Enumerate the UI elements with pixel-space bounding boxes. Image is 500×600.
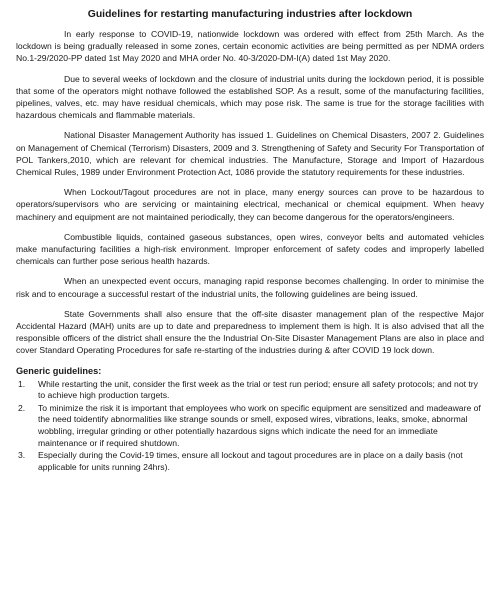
list-item [16,403,484,449]
paragraph-residual-chemicals: Due to several weeks of lockdown and the closure of industrial units during the lockdown period, it is possible that some of the operators might nothave followed the established SOP. As a result, some of the manufacturing facilities, pipelines, valves, etc. may have residual chemicals, which may pose risk. The same is true for the storage facilities with hazardous chemicals and flammable materials. [16,73,484,121]
paragraph-combustible-liquids: Combustible liquids, contained gaseous substances, open wires, conveyor belts and automated vehicles make manufacturing facilities a high-risk environment. Improper enforcement of safety codes and improperly labelled chemicals can further pose serious health hazards. [16,231,484,267]
list-item-text: While restarting the unit, consider the first week as the trial or test run period; ensure all safety protocols; and not try to achieve high production targets. [38,378,478,401]
generic-guidelines-heading: Generic guidelines: [16,365,102,376]
list-item-number: 3. [18,450,26,461]
paragraph-ndma-guidelines: National Disaster Management Authority has issued 1. Guidelines on Chemical Disasters, 2007 2. Guidelines on Management of Chemical (Terrorism) Disasters, 2009 and 3. Strengthening of Safety and Security For Transportation of POL Tankers,2010, which are relevant for chemical industries. The Manufacture, Storage and Import of Hazardous Chemical Rules, 1989 under Environment Protection Act, 1086 provide the statutory requirements for these industries. [16,130,484,178]
list-item-text: To minimize the risk it is important that employees who work on specific equipment are sensitized and madeaware of the need toidentify abnormalities like strange sounds or smell, exposed wires, vibrations, leaks, smoke, abnormal wobbling, irregular grinding or other potentially hazardous signs which indicate the need for an immediate maintenance or if required shutdown. [38,402,481,448]
paragraph-rapid-response: When an unexpected event occurs, managing rapid response becomes challenging. In order to minimise the risk and to encourage a successful restart of the industrial units, the following guidelines are being issued. [16,276,484,299]
list-item-text: Especially during the Covid-19 times, ensure all lockout and tagout procedures are in place on a daily basis (not applicable for units running 24hrs). [38,450,463,472]
list-item [16,379,484,402]
generic-guidelines-list [16,379,484,474]
list-item-number: 2. [18,402,26,413]
paragraph-lockdown-order: In early response to COVID-19, nationwide lockdown was ordered with effect from 25th March. As the lockdown is being gradually released in some zones, certain economic activities are being permitted as per NDMA orders No.1-29/2020-PP dated 1st May 2020 and MHA order No. 40-3/2020-DM-I(A) dated 1st May 2020. [16,29,484,64]
list-item [16,450,484,473]
document-title: Guidelines for restarting manufacturing industries after lockdown [87,9,413,20]
paragraph-lockout-tagout: When Lockout/Tagout procedures are not in place, many energy sources can prove to be hazardous to operators/supervisors who are servicing or maintaining electrical, mechanical or chemical equipment. When heavy machinery and equipment are not maintained periodically, they can become dangerous for the operators/engineers. [16,187,484,222]
list-item-number: 1. [18,378,26,389]
paragraph-state-governments: State Governments shall also ensure that the off-site disaster management plan of the respective Major Accidental Hazard (MAH) units are up to date and preparedness to implement them is high. It is also advised that all the responsible officers of the district shall ensure the the Industrial On-Site Disaster Management Plans are also in place and cover Standard Operating Procedures for safe re-starting of the industries during & after COVID 19 lock down. [16,308,484,356]
